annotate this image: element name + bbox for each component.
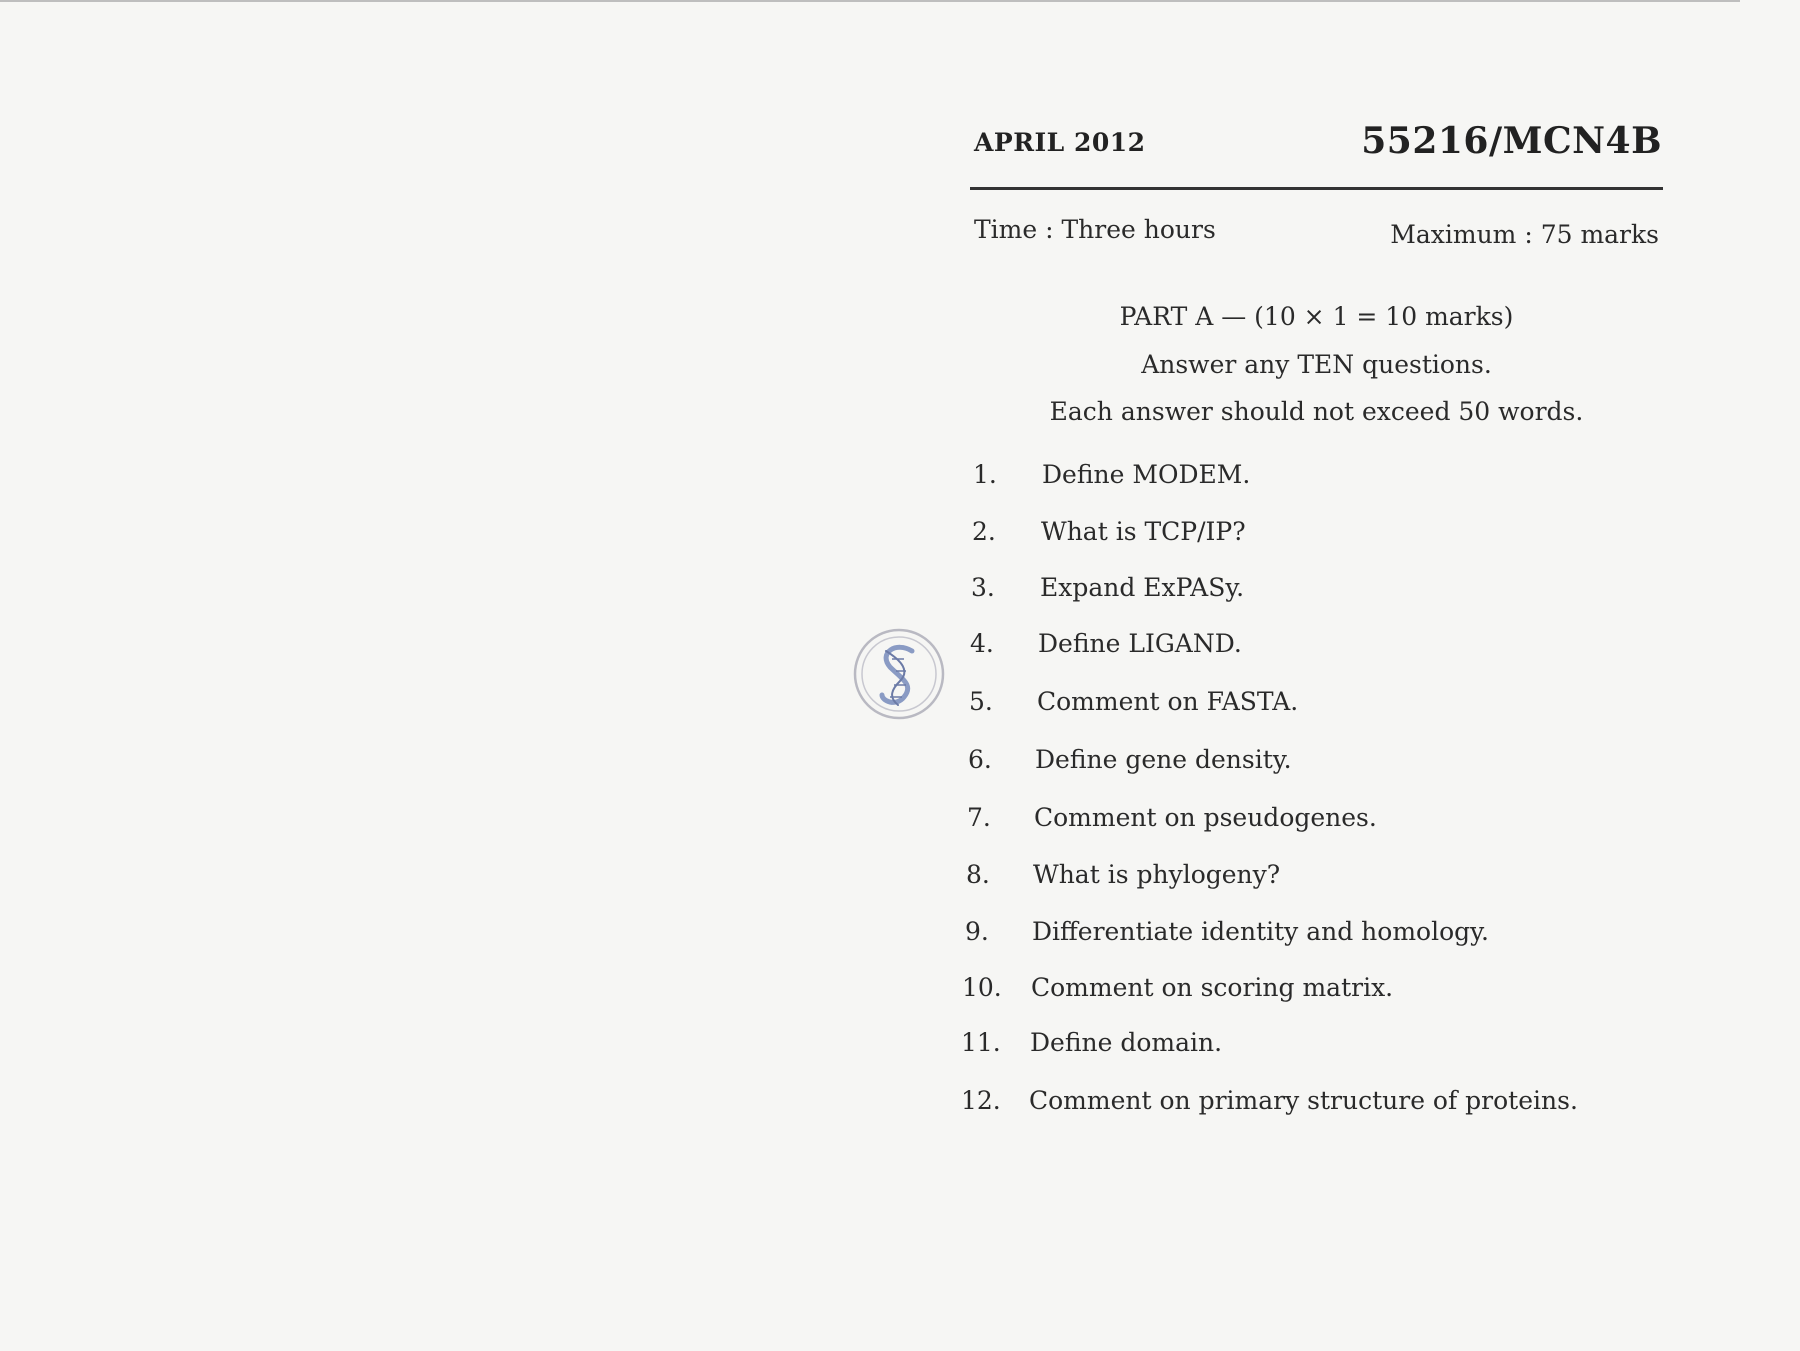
dna-s-logo-icon: [852, 627, 946, 721]
question-number: 9.: [965, 917, 989, 946]
question-number: 2.: [972, 517, 996, 546]
question-number: 7.: [967, 803, 991, 832]
question-text: Comment on FASTA.: [1037, 687, 1299, 716]
question-text: Comment on primary structure of proteins.: [1029, 1086, 1578, 1115]
question-number: 5.: [969, 687, 993, 716]
question-number: 10.: [962, 973, 1002, 1002]
exam-time: Time : Three hours: [974, 215, 1216, 244]
part-a-instruction-1: Answer any TEN questions.: [1141, 350, 1492, 379]
question-number: 3.: [971, 573, 995, 602]
scan-top-edge: [0, 0, 1740, 2]
question-text: Expand ExPASy.: [1040, 573, 1245, 602]
exam-date: APRIL 2012: [974, 128, 1146, 157]
question-number: 11.: [961, 1028, 1001, 1057]
question-number: 12.: [961, 1086, 1001, 1115]
question-text: Comment on pseudogenes.: [1034, 803, 1377, 832]
question-text: What is TCP/IP?: [1041, 517, 1246, 546]
question-number: 6.: [968, 745, 992, 774]
part-a-instruction-2: Each answer should not exceed 50 words.: [1049, 397, 1584, 426]
question-text: Differentiate identity and homology.: [1032, 917, 1489, 946]
exam-maximum-marks: Maximum : 75 marks: [1390, 220, 1659, 249]
question-text: What is phylogeny?: [1033, 860, 1281, 889]
question-text: Define gene density.: [1035, 745, 1292, 774]
question-text: Comment on scoring matrix.: [1031, 973, 1394, 1002]
header-rule: [970, 187, 1663, 190]
question-number: 4.: [970, 629, 994, 658]
question-number: 1.: [973, 460, 997, 489]
question-text: Define domain.: [1030, 1028, 1223, 1057]
question-text: Define LIGAND.: [1038, 629, 1242, 658]
question-text: Define MODEM.: [1042, 460, 1251, 489]
question-number: 8.: [966, 860, 990, 889]
paper-code: 55216/MCN4B: [1361, 120, 1662, 162]
part-a-title: PART A — (10 × 1 = 10 marks): [1119, 302, 1514, 331]
